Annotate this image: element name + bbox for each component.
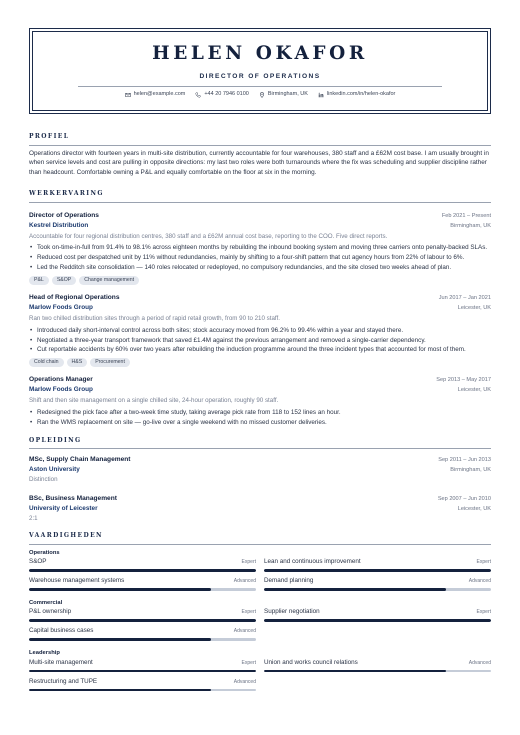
skill-tag: Procurement — [90, 358, 130, 367]
skill-bar-fill — [264, 569, 491, 572]
contact-linkedin-text: linkedin.com/in/helen-okafor — [326, 90, 396, 97]
job-dates: Feb 2021 – Present — [441, 212, 491, 219]
skill-group-title: Commercial — [29, 600, 63, 607]
job-entry — [29, 375, 491, 427]
linkedin-icon — [318, 92, 324, 98]
job-dates: Sep 2013 – May 2017 — [436, 377, 491, 384]
skill-item — [29, 627, 256, 645]
skill-bar-fill — [29, 689, 211, 692]
skill-item — [264, 577, 491, 595]
contact-location — [259, 91, 308, 99]
header — [29, 28, 491, 114]
skill-name: Restructuring and TUPE — [29, 677, 98, 685]
skill-level: Advanced — [233, 578, 256, 585]
education-section — [29, 437, 491, 524]
skill-item — [29, 558, 256, 576]
skill-bar — [264, 619, 491, 622]
job-tags — [29, 276, 491, 285]
degree: BSc, Business Management — [29, 494, 117, 502]
skill-bar — [264, 588, 491, 591]
header-divider — [78, 86, 442, 87]
skill-bar-fill — [264, 619, 491, 622]
skill-bar-fill — [264, 588, 446, 591]
job-tags — [29, 358, 491, 367]
contact-email-text: helen@example.com — [133, 90, 186, 97]
education-dates: Sep 2011 – Jun 2013 — [438, 457, 491, 464]
skill-bar-fill — [29, 569, 256, 572]
job-bullet: • Redesigned the pick face after a two-week time study, taking average pick rate from 118 to 152 lines an hour. — [29, 408, 491, 418]
job-bullet: • Led the Redditch site consolidation — 140 roles relocated or redeployed, no compulsory redundancies, and the site closed two weeks ahead of plan. — [29, 263, 491, 273]
degree: MSc, Supply Chain Management — [29, 456, 131, 464]
contact-phone-text: +44 20 7946 0100 — [204, 90, 249, 97]
job-bullet: • Took on-time-in-full from 91.4% to 98.1% across eighteen months by rebuilding the inbound booking system and moving three carriers onto penalty-backed SLAs. — [29, 243, 491, 253]
phone-icon — [195, 92, 201, 98]
school: Aston University — [29, 466, 80, 474]
skill-item — [29, 659, 256, 677]
job-summary: Accountable for four regional distribution centres, 380 staff and a £62M annual cost base, reporting to the COO. Five direct reports. — [29, 232, 388, 240]
skill-tag: S&OP — [52, 276, 76, 285]
skill-item — [264, 659, 491, 677]
job-bullets — [29, 243, 491, 272]
job-entry — [29, 293, 491, 367]
experience-heading: WERKERVARING — [29, 190, 491, 203]
school: University of Leicester — [29, 504, 98, 512]
contact-location-text: Birmingham, UK — [267, 90, 308, 97]
skill-name: S&OP — [29, 558, 47, 566]
skill-bar — [264, 670, 491, 673]
skill-group-title: Operations — [29, 549, 60, 556]
skill-item — [29, 678, 256, 696]
skill-tag: H&S — [67, 358, 88, 367]
candidate-title: DIRECTOR OF OPERATIONS — [199, 72, 321, 80]
skill-tag: Cold chain — [29, 358, 64, 367]
skill-bar-fill — [29, 670, 256, 673]
skill-level: Expert — [476, 559, 491, 566]
skill-bar-fill — [29, 619, 256, 622]
skill-bar-fill — [29, 588, 211, 591]
education-dates: Sep 2007 – Jun 2010 — [437, 495, 491, 502]
skill-bar — [29, 670, 256, 673]
skill-bar — [264, 569, 491, 572]
candidate-name: HELEN OKAFOR — [152, 43, 368, 64]
job-company: Marlow Foods Group — [29, 304, 93, 312]
skill-name: Demand planning — [264, 577, 314, 585]
contact-email[interactable] — [125, 91, 186, 99]
skill-item — [29, 577, 256, 595]
skill-bar-fill — [264, 670, 446, 673]
contact-phone[interactable] — [195, 91, 249, 99]
skill-level: Expert — [476, 609, 491, 616]
job-title: Head of Regional Operations — [29, 294, 120, 302]
skill-group-title: Leadership — [29, 650, 60, 657]
skill-name: Lean and continuous improvement — [264, 558, 361, 566]
skill-grid — [29, 658, 491, 696]
education-note: Distinction — [29, 475, 58, 483]
job-bullet: • Cut reportable accidents by 60% over two years after rebuilding the induction programme around the three incident types that accounted for most of them. — [29, 345, 491, 355]
profile-heading: PROFIEL — [29, 133, 491, 146]
skill-level: Advanced — [468, 659, 491, 666]
job-company: Kestrel Distribution — [29, 221, 89, 229]
skill-tag: P&L — [29, 276, 49, 285]
skill-level: Expert — [241, 659, 256, 666]
job-title: Operations Manager — [29, 376, 93, 384]
skill-grid — [29, 557, 491, 595]
skills-heading: VAARDIGHEDEN — [29, 532, 491, 545]
job-bullet: • Reduced cost per despatched unit by 11% without redundancies, mainly by shifting to a four-shift pattern that cut agency hours from 22% of labour to 6%. — [29, 253, 491, 263]
education-entry — [29, 455, 491, 485]
skill-bar — [29, 689, 256, 692]
skill-name: Warehouse management systems — [29, 577, 125, 585]
skill-item — [264, 558, 491, 576]
skill-level: Advanced — [468, 578, 491, 585]
job-company: Marlow Foods Group — [29, 386, 93, 394]
skills-section — [29, 532, 491, 695]
job-bullet: • Negotiated a three-year transport framework that saved £1.4M against the previous arrangement and removed a single-carrier dependency. — [29, 336, 491, 346]
education-entry — [29, 494, 491, 524]
skill-name: Union and works council relations — [264, 658, 358, 666]
skill-level: Advanced — [233, 628, 256, 635]
contact-linkedin[interactable] — [318, 91, 395, 99]
skill-level: Advanced — [233, 678, 256, 685]
job-location: Leicester, UK — [457, 305, 491, 312]
experience-section — [29, 190, 491, 427]
header-inner-frame — [32, 31, 488, 111]
school-location: Birmingham, UK — [450, 467, 491, 474]
skill-name: P&L ownership — [29, 608, 72, 616]
job-location: Birmingham, UK — [450, 222, 491, 229]
job-bullet: • Ran the WMS replacement on site — go-live over a single weekend with no missed customer deliveries. — [29, 418, 491, 428]
job-location: Leicester, UK — [457, 387, 491, 394]
skill-name: Supplier negotiation — [264, 608, 320, 616]
profile-section — [29, 133, 491, 178]
skill-level: Expert — [241, 559, 256, 566]
skill-bar — [29, 569, 256, 572]
job-bullet: • Introduced daily short-interval control across both sites; stock accuracy moved from 96.2% to 99.4% within a year and stayed there. — [29, 326, 491, 336]
profile-text: Operations director with fourteen years in multi-site distribution, currently accountable for four warehouses, 380 staff and a £62M cost base. I am usually brought in when service levels and cost are pulling in opposite directions: my last two roles were both turnarounds where the fix was scheduling and supplier discipline rather than headcount. Comfortable owning a P&L and equally comfortable on the floor at six in the morning. — [29, 149, 489, 177]
skill-item — [29, 608, 256, 626]
job-title: Director of Operations — [29, 211, 99, 219]
job-dates: Jun 2017 – Jan 2021 — [438, 295, 491, 302]
skill-level: Expert — [241, 609, 256, 616]
school-location: Leicester, UK — [457, 505, 491, 512]
location-icon — [259, 92, 265, 98]
skill-item — [264, 608, 491, 626]
education-heading: OPLEIDING — [29, 437, 491, 450]
education-note: 2:1 — [29, 514, 38, 522]
skill-tag: Change management — [79, 276, 139, 285]
mail-icon — [125, 92, 131, 98]
job-entry — [29, 211, 491, 285]
skill-bar — [29, 619, 256, 622]
job-summary: Shift and then site management on a single chilled site, 24-hour operation, roughly 90 staff. — [29, 397, 279, 405]
skill-bar — [29, 588, 256, 591]
skill-name: Capital business cases — [29, 627, 94, 635]
skill-bar-fill — [29, 638, 211, 641]
skill-bar — [29, 638, 256, 641]
contact-list — [33, 91, 487, 99]
job-summary: Ran two chilled distribution sites through a period of rapid retail growth, from 90 to 210 staff. — [29, 314, 280, 322]
skill-grid — [29, 607, 491, 645]
job-bullets — [29, 408, 491, 428]
job-bullets — [29, 326, 491, 355]
skill-name: Multi-site management — [29, 658, 93, 666]
